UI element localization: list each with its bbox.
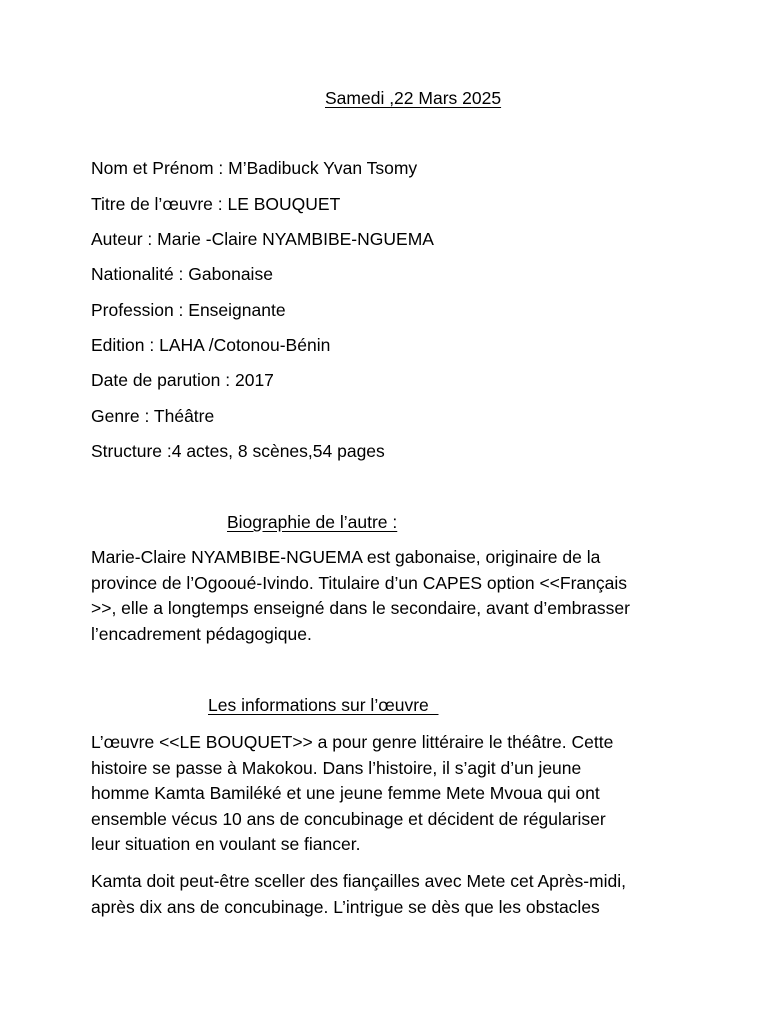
paragraph-line: après dix ans de concubinage. L’intrigue se dès que les obstacles bbox=[91, 896, 600, 917]
field-name: Nom et Prénom : M’Badibuck Yvan Tsomy bbox=[91, 158, 418, 178]
field-publication-date: Date de parution : 2017 bbox=[91, 370, 274, 390]
field-genre: Genre : Théâtre bbox=[91, 406, 215, 426]
biography-heading: Biographie de l’autre : bbox=[227, 512, 398, 532]
paragraph-line: province de l’Ogooué-Ivindo. Titulaire d’un CAPES option <<Français bbox=[91, 572, 627, 593]
field-structure: Structure :4 actes, 8 scènes,54 pages bbox=[91, 441, 385, 461]
paragraph-line: homme Kamta Bamiléké et une jeune femme Mete Mvoua qui ont bbox=[91, 783, 600, 803]
work-info-heading: Les informations sur l’œuvre bbox=[208, 695, 439, 715]
paragraph-line: histoire se passe à Makokou. Dans l’histoire, il s’agit d’un jeune bbox=[91, 757, 582, 778]
biography-paragraph bbox=[91, 545, 691, 647]
paragraph-line: >>, elle a longtemps enseigné dans le secondaire, avant d’embrasser bbox=[91, 598, 630, 618]
work-info-paragraph-1 bbox=[91, 730, 691, 858]
work-info-paragraph-2 bbox=[91, 869, 691, 920]
field-title: Titre de l’œuvre : LE BOUQUET bbox=[91, 194, 341, 214]
paragraph-line: ensemble vécus 10 ans de concubinage et décident de régulariser bbox=[91, 808, 606, 829]
field-author: Auteur : Marie -Claire NYAMBIBE-NGUEMA bbox=[91, 229, 434, 249]
paragraph-line: Marie-Claire NYAMBIBE-NGUEMA est gabonaise, originaire de la bbox=[91, 547, 601, 567]
paragraph-line: L’œuvre <<LE BOUQUET>> a pour genre littéraire le théâtre. Cette bbox=[91, 732, 614, 752]
paragraph-line: leur situation en voulant se fiancer. bbox=[91, 834, 361, 854]
field-profession: Profession : Enseignante bbox=[91, 300, 286, 320]
document-date: Samedi ,22 Mars 2025 bbox=[325, 88, 502, 108]
field-edition: Edition : LAHA /Cotonou-Bénin bbox=[91, 335, 331, 355]
field-nationality: Nationalité : Gabonaise bbox=[91, 264, 273, 284]
paragraph-line: Kamta doit peut-être sceller des fiançailles avec Mete cet Après-midi, bbox=[91, 871, 626, 891]
paragraph-line: l’encadrement pédagogique. bbox=[91, 623, 312, 644]
